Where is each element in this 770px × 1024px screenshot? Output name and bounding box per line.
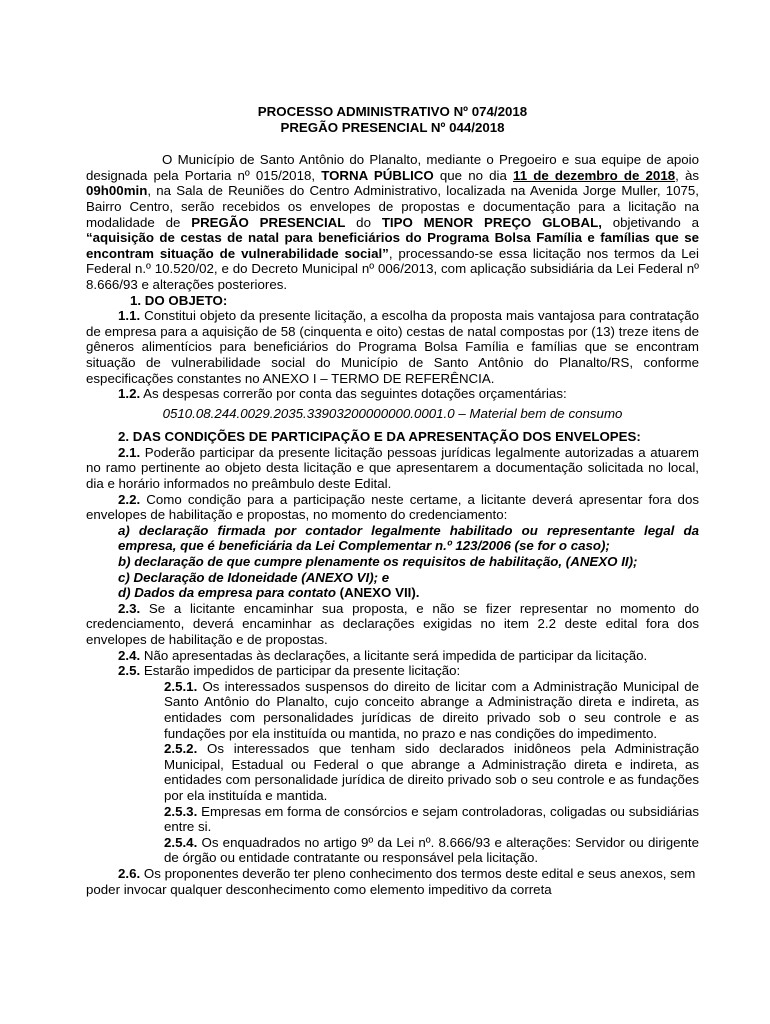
item-text: Poderão participar da presente licitação pessoas jurídicas legalmente autorizadas a atuarem no ramo pertinente ao objeto desta licitação e que apresentarem a documentação solicitada no local, dia e horário informados no preâmbulo deste Edital. bbox=[86, 444, 699, 492]
intro-text: do bbox=[345, 214, 382, 230]
intro-modality: PREGÃO PRESENCIAL bbox=[191, 214, 346, 230]
item-annex: (ANEXO VII). bbox=[335, 585, 420, 601]
item-number: 2.5.3. bbox=[164, 803, 198, 819]
intro-object: “aquisição de cestas de natal para beneficiários do Programa Bolsa Família e famílias que se encontram situação de vulnerabilidade social” bbox=[86, 230, 699, 261]
item-2-2-a: a) declaração firmada por contador legalmente habilitado ou representante legal da empresa, que é beneficiária da Lei Complementar n.º 123/2006 (se for o caso); bbox=[118, 522, 699, 554]
item-text: Não apresentadas às declarações, a licitante será impedida de participar da licitação. bbox=[140, 647, 648, 663]
item-2-5-2 bbox=[86, 741, 699, 803]
item-2-5-1 bbox=[86, 679, 699, 741]
item-text: Estarão impedidos de participar da presente licitação: bbox=[140, 663, 461, 679]
item-number: 1.2. bbox=[118, 386, 141, 402]
item-text: Os interessados suspensos do direito de licitar com a Administração Municipal de Santo Antônio do Planalto, cujo conceito abrange a Administração direta e indireta, as entidades com personalidades jurídicas de direito privado sob o seu controle e as fundações por ela instituída ou mantida, no prazo e nas condições do impedimento. bbox=[164, 678, 699, 741]
intro-text: que no dia bbox=[433, 167, 514, 183]
intro-text: objetivando a bbox=[601, 214, 699, 230]
document-page bbox=[86, 104, 699, 897]
item-2-2-c: c) Declaração de Idoneidade (ANEXO VI); e bbox=[118, 569, 390, 585]
item-2-5 bbox=[86, 663, 699, 679]
item-number: 1.1. bbox=[118, 308, 141, 324]
intro-date: 11 de dezembro de 2018 bbox=[513, 167, 676, 183]
item-text: Constitui objeto da presente licitação, a escolha da proposta mais vantajosa para contratação de empresa para a aquisição de 58 (cinquenta e oito) cestas de natal compostas por (13) treze itens de gêneros alimentícios para beneficiários do Programa Bolsa Família e famílias que se encontram situação de vulnerabilidade social do Município de Santo Antônio do Planalto/RS, conforme especificações constantes no ANEXO I – TERMO DE REFERÊNCIA. bbox=[86, 308, 699, 386]
item-text: As despesas correrão por conta das seguintes dotações orçamentárias: bbox=[140, 386, 567, 402]
item-number: 2.3. bbox=[118, 600, 141, 616]
auction-number: PREGÃO PRESENCIAL Nº 044/2018 bbox=[280, 119, 505, 135]
intro-text: O Município de Santo Antônio do Planalto, mediante o Pregoeiro e sua equipe de apoio designada pela Portaria nº 015/2018, bbox=[86, 152, 699, 183]
item-number: 2.2. bbox=[118, 491, 141, 507]
item-2-4 bbox=[86, 648, 699, 664]
item-2-3 bbox=[86, 601, 699, 648]
intro-bold-announce: TORNA PÚBLICO bbox=[321, 167, 434, 183]
item-text: Como condição para a participação neste certame, a licitante deverá apresentar fora dos envelopes de habilitação e propostas, no momento do credenciamento: bbox=[86, 491, 699, 523]
intro-type: TIPO MENOR PREÇO GLOBAL, bbox=[381, 214, 602, 230]
item-2-5-3 bbox=[86, 804, 699, 835]
item-text: Os interessados que tenham sido declarados inidôneos pela Administração Municipal, Estadual ou Federal o que abrange a Administração direta e indireta, as entidades com personalidade jurídica de direito privado sob o seu controle e as fundações por ela instituída e mantida. bbox=[164, 741, 699, 803]
item-number: 2.5.1. bbox=[164, 678, 198, 694]
intro-paragraph bbox=[86, 152, 699, 292]
item-2-2-d bbox=[86, 585, 699, 601]
item-2-2 bbox=[86, 492, 699, 523]
section-1-heading: 1. DO OBJETO: bbox=[130, 292, 228, 308]
document-title bbox=[86, 104, 699, 135]
item-number: 2.5.4. bbox=[164, 834, 198, 850]
intro-time: 09h00min bbox=[86, 183, 148, 199]
item-number: 2.6. bbox=[118, 865, 141, 881]
section-2-heading: 2. DAS CONDIÇÕES DE PARTICIPAÇÃO E DA APRESENTAÇÃO DOS ENVELOPES: bbox=[118, 429, 641, 445]
item-number: 2.5.2. bbox=[164, 741, 198, 757]
item-1-2 bbox=[86, 386, 699, 402]
intro-text: , às bbox=[675, 167, 699, 183]
item-text: Se a licitante encaminhar sua proposta, e não se fizer representar no momento do credenciamento, deverá encaminhar as declarações exigidas no item 2.2 deste edital fora dos envelopes de habilitação e de propostas. bbox=[86, 600, 699, 647]
item-2-6 bbox=[86, 866, 699, 897]
item-1-1 bbox=[86, 308, 699, 386]
budget-allocation: 0510.08.244.0029.2035.33903200000000.0001.0 – Material bem de consumo bbox=[162, 405, 623, 421]
intro-text: , na Sala de Reuniões do Centro Administrativo, localizada na Avenida Jorge Muller, 1075, Bairro Centro, serão recebidos os envelopes de propostas e documentação para a licitação na modalidade de bbox=[86, 183, 699, 230]
item-2-5-4 bbox=[86, 835, 699, 866]
item-text: Empresas em forma de consórcios e sejam controladoras, coligadas ou subsidiárias entre si. bbox=[164, 803, 699, 835]
process-number: PROCESSO ADMINISTRATIVO Nº 074/2018 bbox=[257, 104, 528, 119]
item-text: Os enquadrados no artigo 9º da Lei nº. 8.666/93 e alterações: Servidor ou dirigente de órgão ou entidade contratante ou responsável pela licitação. bbox=[164, 834, 699, 866]
item-text: d) Dados da empresa para contato bbox=[118, 585, 336, 601]
item-2-2-b: b) declaração de que cumpre plenamente os requisitos de habilitação, (ANEXO II); bbox=[118, 554, 638, 570]
item-text: Os proponentes deverão ter pleno conhecimento dos termos deste edital e seus anexos, sem poder invocar qualquer desconhecimento como elemento impeditivo da correta bbox=[86, 865, 696, 897]
item-number: 2.1. bbox=[118, 444, 141, 460]
item-number: 2.5. bbox=[118, 663, 141, 679]
item-number: 2.4. bbox=[118, 647, 141, 663]
intro-text: , processando-se essa licitação nos termos da Lei Federal n.º 10.520/02, e do Decreto Municipal nº 006/2013, com aplicação subsidiária da Lei Federal nº 8.666/93 e alterações posteriores. bbox=[86, 245, 699, 292]
item-2-1 bbox=[86, 445, 699, 492]
